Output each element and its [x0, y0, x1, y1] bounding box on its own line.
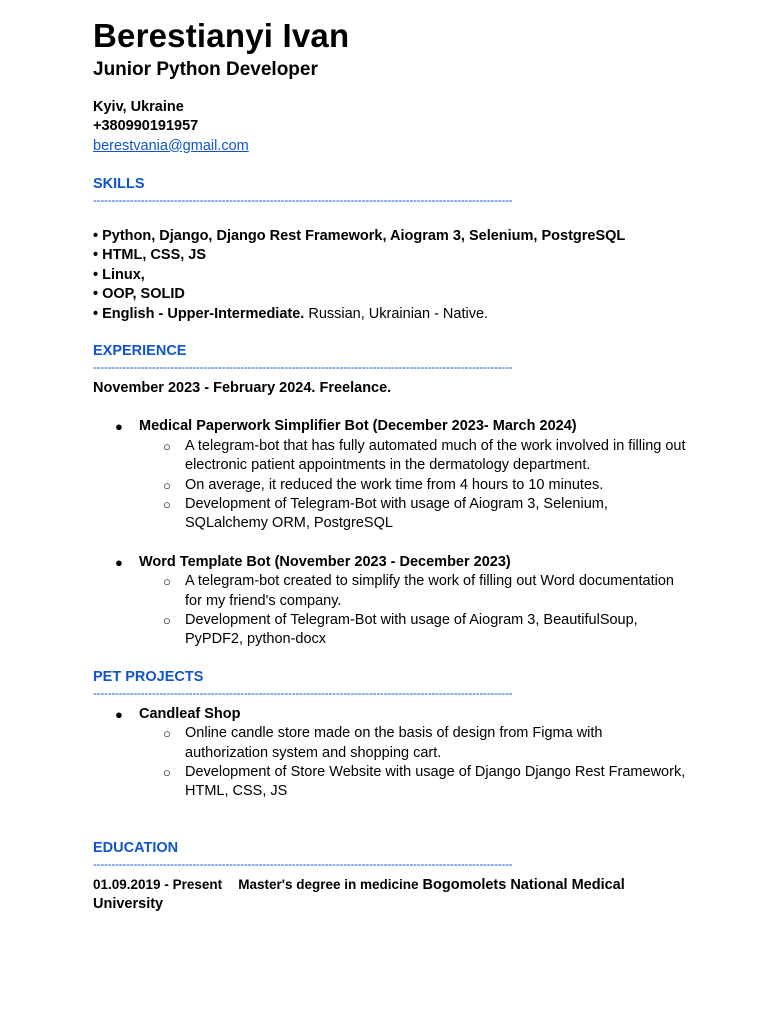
education-heading: EDUCATION — [93, 839, 179, 856]
skill-item-bold: • Linux, — [93, 266, 145, 283]
skill-item — [93, 227, 688, 247]
skill-item-rest: Russian, Ukrainian - Native. — [304, 305, 489, 322]
project-point-text: A telegram-bot that has fully automated much of the work involved in filling out electronic patient appointments in the dermatology department. — [185, 437, 686, 474]
candidate-role: Junior Python Developer — [93, 59, 318, 80]
skills-heading: SKILLS — [93, 175, 145, 192]
project-title — [115, 417, 688, 436]
skill-item — [93, 285, 688, 305]
project-point-text: Development of Telegram-Bot with usage of Aiogram 3, BeautifulSoup, PyPDF2, python-docx — [185, 612, 638, 648]
section-divider: ------------------------------------------------------------------------------------------------------------------ — [93, 858, 513, 871]
skills-section — [93, 175, 688, 325]
education-entry — [93, 875, 688, 915]
section-divider: ------------------------------------------------------------------------------------------------------------------ — [93, 194, 513, 207]
project-point-text: Online candle store made on the basis of design from Figma with authorization system and shopping cart. — [185, 725, 603, 761]
education-section — [93, 839, 688, 915]
education-dates: 01.09.2019 - Present — [93, 876, 223, 892]
circle-bullet-icon: ○ — [163, 613, 171, 629]
circle-bullet-icon: ○ — [163, 765, 171, 781]
project-point-text: Development of Store Website with usage of Django Django Rest Framework, HTML, CSS, JS — [185, 764, 686, 800]
project-point — [139, 611, 688, 650]
circle-bullet-icon: ○ — [163, 726, 171, 742]
contact-email-link[interactable]: berestvania@gmail.com — [93, 137, 249, 154]
project-item — [93, 553, 688, 650]
circle-bullet-icon: ○ — [163, 497, 171, 513]
project-title-text: Candleaf Shop — [139, 705, 241, 722]
project-item — [93, 705, 688, 802]
skill-item-bold: • HTML, CSS, JS — [93, 247, 207, 264]
skill-item-bold: • Python, Django, Django Rest Framework, Aiogram 3, Selenium, PostgreSQL — [93, 227, 626, 244]
skill-item — [93, 305, 688, 325]
skill-item-bold: • English - Upper-Intermediate. — [93, 305, 305, 322]
section-divider: ------------------------------------------------------------------------------------------------------------------ — [93, 362, 513, 375]
project-point-text: A telegram-bot created to simplify the work of filling out Word documentation for my friend's company. — [185, 573, 674, 609]
project-point-text: Development of Telegram-Bot with usage of Aiogram 3, Selenium, SQLalchemy ORM, PostgreSQL — [185, 496, 608, 532]
skill-item — [93, 266, 688, 286]
education-university: Bogomolets National Medical University — [93, 876, 625, 913]
contact-block — [93, 98, 688, 156]
skills-list — [93, 227, 688, 325]
project-point — [139, 476, 688, 495]
project-point — [139, 724, 688, 763]
bullet-icon: ● — [115, 554, 123, 570]
project-item — [93, 417, 688, 533]
project-point — [139, 763, 688, 802]
pet-projects-section — [93, 668, 688, 802]
project-point — [139, 572, 688, 611]
project-point — [139, 437, 688, 476]
project-title-text: Word Template Bot (November 2023 - December 2023) — [139, 553, 511, 570]
education-degree: Master's degree in medicine — [238, 876, 419, 892]
candidate-name: Berestianyi Ivan — [93, 17, 350, 54]
skill-item — [93, 246, 688, 266]
project-title — [115, 705, 688, 724]
section-divider: ------------------------------------------------------------------------------------------------------------------ — [93, 687, 513, 700]
project-title-text: Medical Paperwork Simplifier Bot (December 2023- March 2024) — [139, 418, 577, 435]
contact-location: Kyiv, Ukraine — [93, 99, 184, 115]
bullet-icon: ● — [115, 419, 123, 435]
project-title — [115, 553, 688, 572]
pet-projects-heading: PET PROJECTS — [93, 668, 204, 685]
skill-item-bold: • OOP, SOLID — [93, 286, 185, 303]
experience-range: November 2023 - February 2024. Freelance. — [93, 380, 392, 397]
circle-bullet-icon: ○ — [163, 438, 171, 454]
project-point-text: On average, it reduced the work time from 4 hours to 10 minutes. — [185, 476, 604, 493]
circle-bullet-icon: ○ — [163, 574, 171, 590]
contact-phone: +380990191957 — [93, 118, 199, 135]
project-point — [139, 495, 688, 534]
bullet-icon: ● — [115, 706, 123, 722]
experience-section — [93, 342, 688, 649]
experience-heading: EXPERIENCE — [93, 343, 187, 360]
circle-bullet-icon: ○ — [163, 477, 171, 493]
